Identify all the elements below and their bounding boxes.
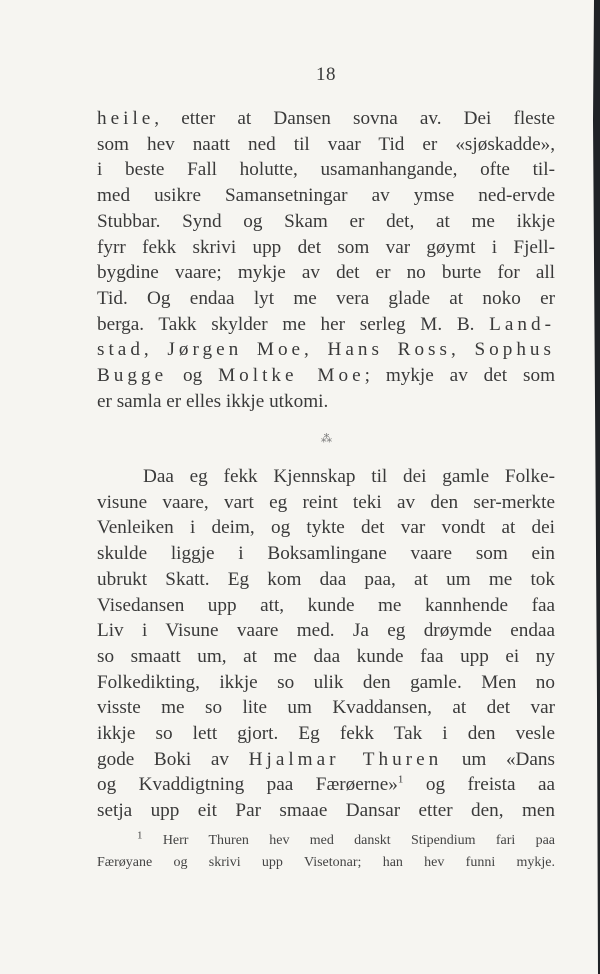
spaced-name: Hjalmar Thuren bbox=[248, 748, 443, 770]
text-line: berga. Takk skylder me her serleg M. B. Land- bbox=[97, 313, 555, 335]
paragraph-1 bbox=[97, 106, 555, 414]
text-line: visune vaare, vart eg reint teki av den ser-merkte bbox=[97, 491, 555, 513]
page-number: 18 bbox=[316, 64, 336, 85]
text-line: visste me so lite um Kvaddansen, at det var bbox=[97, 697, 555, 719]
footnote-line-1: $^1$ Herr Thuren hev med danskt Stipendium fari paa bbox=[137, 830, 555, 848]
spaced-name: Bugge bbox=[97, 365, 168, 387]
text-line: ubrukt Skatt. Eg kom daa paa, at um me tok bbox=[97, 568, 555, 590]
footnote-line-2: Færøyane og skrivi upp Visetonar; han hev funni mykje. bbox=[97, 855, 555, 870]
spaced-word: heile bbox=[97, 108, 155, 129]
footnote-marker: 1 bbox=[137, 830, 143, 842]
text-line: med usikre Samansetningar av ymse ned-ervde bbox=[97, 185, 555, 207]
text-line: so smaatt um, at me daa kunde faa upp ei ny bbox=[97, 645, 555, 667]
spaced-word: Land- bbox=[489, 313, 555, 335]
text-line: ikkje so lett gjort. Eg fekk Tak i den vesle bbox=[97, 723, 555, 745]
text-line: Visedansen upp att, kunde me kannhende faa bbox=[97, 594, 555, 616]
text-line: Stubbar. Synd og Skam er det, at me ikkje bbox=[97, 210, 555, 232]
text-line: Liv i Visune vaare med. Ja eg drøymde endaa bbox=[97, 620, 555, 642]
text-line: i beste Fall holutte, usamanhangande, ofte til- bbox=[97, 159, 555, 181]
text-line: Tid. Og endaa lyt me vera glade at noko er bbox=[97, 287, 555, 309]
text-line: fyrr fekk skrivi upp det som var gøymt i Fjell- bbox=[97, 236, 555, 258]
text-line: skulde liggje i Boksamlingane vaare som ein bbox=[97, 543, 555, 565]
page-edge-shadow bbox=[574, 0, 600, 974]
text-line: er samla er elles ikkje utkomi. bbox=[97, 390, 329, 412]
text-line: som hev naatt ned til vaar Tid er «sjøskadde», bbox=[97, 133, 555, 155]
footnote-reference: 1 bbox=[397, 774, 404, 787]
spaced-name: stad, Jørgen Moe, Hans Ross, Sophus bbox=[97, 339, 555, 361]
spaced-name: Moltke Moe bbox=[218, 365, 365, 387]
text-line: Bugge og Moltke Moe; mykje av det som bbox=[97, 365, 555, 387]
section-separator: ⁂ bbox=[321, 433, 332, 445]
text-line: Venleiken i deim, og tykte det var vondt at dei bbox=[97, 517, 555, 539]
paragraph-2 bbox=[97, 464, 555, 824]
text-line: Folkedikting, ikkje so ulik den gamle. Men no bbox=[97, 671, 555, 693]
text-line: heile, etter at Dansen sovna av. Dei fleste bbox=[97, 108, 555, 129]
text-line bbox=[97, 337, 555, 363]
text-line: Daa eg fekk Kjennskap til dei gamle Folke- bbox=[143, 466, 555, 487]
text-line: og Kvaddigtning paa Færøerne»$^1$ og freista aa bbox=[97, 774, 555, 796]
text-line: bygdine vaare; mykje av det er no burte for all bbox=[97, 262, 555, 284]
text-line: setja upp eit Par smaae Dansar etter den, men bbox=[97, 800, 555, 822]
text-line: gode Boki av Hjalmar Thuren um «Dans bbox=[97, 748, 555, 770]
